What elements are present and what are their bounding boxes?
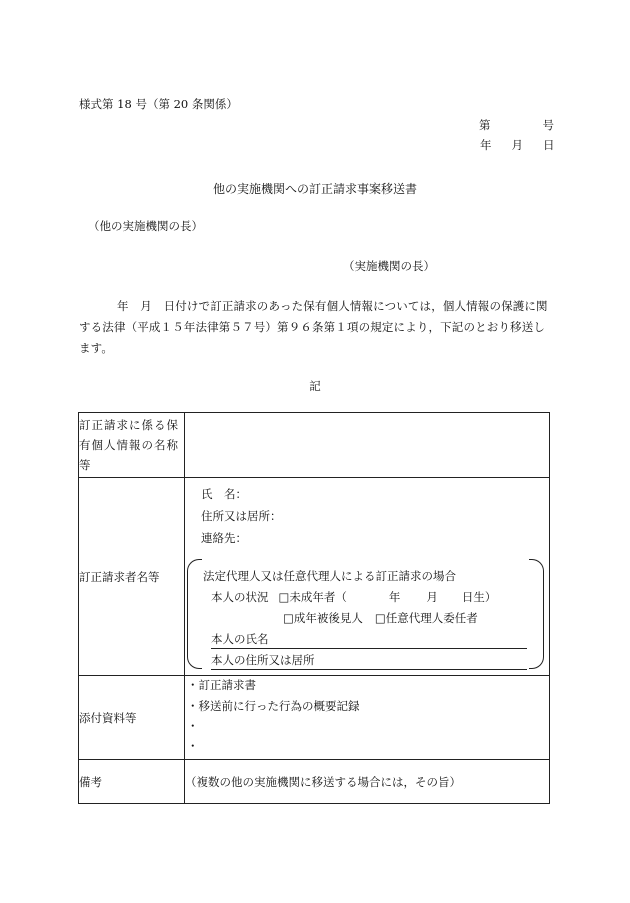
body-paragraph: 年 月 日付けで訂正請求のあった保有個人情報については，個人情報の保護に関する法律（平成１５年法律第５７号）第９６条第１項の規定により，下記のとおり移送します。 [79,299,548,355]
date-year: 年 [480,138,492,152]
agent-heading: 法定代理人又は任意代理人による訂正請求の場合 [203,569,456,583]
minor-checkbox-label[interactable]: □未成年者（ [278,590,347,604]
number-prefix: 第 [479,118,491,132]
table-row [79,760,550,804]
list-item: ・ [187,719,199,733]
transfer-details-table [78,412,550,804]
table-row [79,676,550,760]
attachments-label: 添付資料等 [79,676,185,760]
remarks-value: （複数の他の実施機関に移送する場合には，その旨） [185,760,550,804]
minor-birth-month: 月 [426,590,438,604]
requester-label: 訂正請求者名等 [79,478,185,676]
issue-date-line [480,137,555,153]
attachments-list [185,676,549,759]
document-title: 他の実施機関への訂正請求事案移送書 [212,182,417,196]
principal-name-field[interactable] [211,631,527,649]
principal-address-field[interactable] [211,652,527,670]
list-item: ・ [187,739,199,753]
sender: （実施機関の長） [343,259,435,273]
principal-name-label: 本人の氏名 [211,632,269,646]
requester-details [185,478,549,675]
voluntary-agent-checkbox-label[interactable]: □任意代理人委任者 [374,611,478,625]
recipient: （他の実施機関の長） [88,219,203,233]
table-row [79,413,550,478]
status-label: 本人の状況 [211,590,269,604]
info-name-value [185,413,550,478]
list-item: ・移送前に行った行為の概要記録 [187,699,360,713]
minor-birth-day: 日生） [461,590,497,604]
minor-birth-year: 年 [388,590,401,604]
table-row [79,478,550,676]
requester-contact-label: 連絡先： [201,531,247,545]
ki-heading: 記 [309,379,321,393]
number-suffix: 号 [542,118,554,132]
principal-address-label: 本人の住所又は居所 [211,653,315,667]
adult-guardian-checkbox-label[interactable]: □成年被後見人 [283,611,363,625]
requester-address-label: 住所又は居所： [201,509,282,523]
date-day: 日 [543,138,555,152]
attachments-value [185,676,550,760]
list-item: ・訂正請求書 [187,678,256,692]
requester-value [185,478,550,676]
principal-status-row-2 [283,610,478,626]
requester-name-label: 氏 名： [201,487,247,501]
date-month: 月 [511,138,523,152]
remarks-label: 備考 [79,760,185,804]
form-number: 様式第 18 号（第 20 条関係） [79,97,238,111]
info-name-label: 訂正請求に係る保有個人情報の名称等 [79,413,185,478]
principal-status-row [211,589,496,605]
document-number-line [479,117,554,133]
